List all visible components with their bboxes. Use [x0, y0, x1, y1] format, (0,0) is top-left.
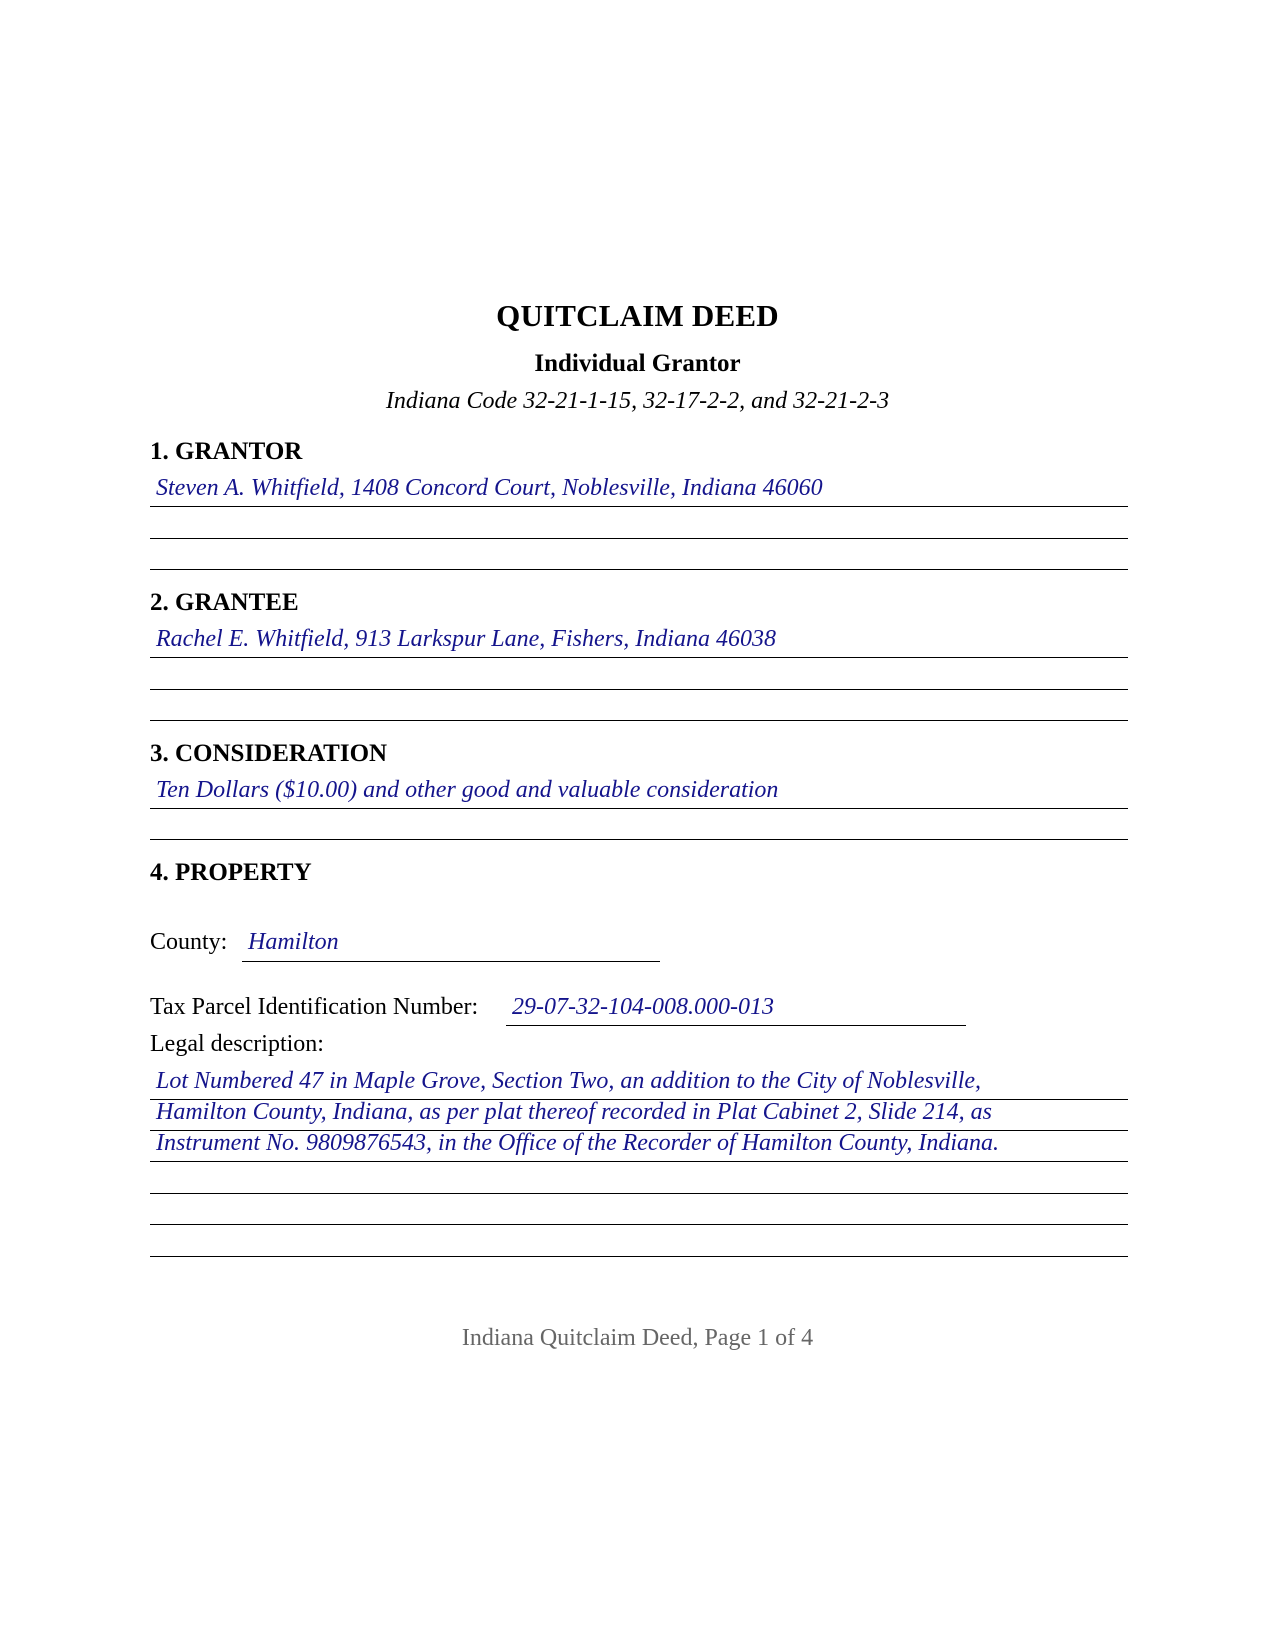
grantor-line-1: [150, 506, 1128, 507]
grantee-line-1: [150, 657, 1128, 658]
county-line: [242, 961, 660, 962]
grantor-line-3: [150, 569, 1128, 570]
consideration-field[interactable]: Ten Dollars ($10.00) and other good and valuable consideration: [156, 777, 779, 803]
document-title: QUITCLAIM DEED: [496, 298, 779, 333]
parcel-field[interactable]: 29-07-32-104-008.000-013: [512, 994, 774, 1020]
consideration-heading: 3. CONSIDERATION: [150, 740, 388, 767]
legal-description-line[interactable]: Lot Numbered 47 in Maple Grove, Section Two, an addition to the City of Noblesville,: [156, 1068, 982, 1094]
parcel-label: Tax Parcel Identification Number:: [150, 994, 479, 1020]
property-heading: 4. PROPERTY: [150, 859, 312, 886]
grantee-heading: 2. GRANTEE: [150, 589, 299, 616]
grantee-field[interactable]: Rachel E. Whitfield, 913 Larkspur Lane, Fishers, Indiana 46038: [156, 626, 776, 652]
legal-description-label: Legal description:: [150, 1031, 324, 1057]
consideration-line-2: [150, 839, 1128, 840]
legal-line-5: [150, 1224, 1128, 1225]
grantor-field[interactable]: Steven A. Whitfield, 1408 Concord Court, Noblesville, Indiana 46060: [156, 475, 823, 501]
legal-description-line[interactable]: Hamilton County, Indiana, as per plat thereof recorded in Plat Cabinet 2, Slide 214, as: [156, 1099, 992, 1125]
grantor-line-2: [150, 538, 1128, 539]
legal-line-4: [150, 1193, 1128, 1194]
statute-reference: Indiana Code 32-21-1-15, 32-17-2-2, and 32-21-2-3: [385, 388, 890, 414]
document-subtitle: Individual Grantor: [534, 350, 741, 377]
legal-line-3: [150, 1161, 1128, 1162]
county-field[interactable]: Hamilton: [248, 929, 339, 955]
page-footer: Indiana Quitclaim Deed, Page 1 of 4: [461, 1325, 814, 1351]
grantee-line-2: [150, 689, 1128, 690]
parcel-line: [506, 1025, 966, 1026]
grantor-heading: 1. GRANTOR: [150, 438, 303, 465]
legal-description-line[interactable]: Instrument No. 9809876543, in the Office of the Recorder of Hamilton County, Indiana.: [156, 1130, 1000, 1156]
legal-line-6: [150, 1256, 1128, 1257]
grantee-line-3: [150, 720, 1128, 721]
consideration-line-1: [150, 808, 1128, 809]
county-label: County:: [150, 929, 228, 955]
